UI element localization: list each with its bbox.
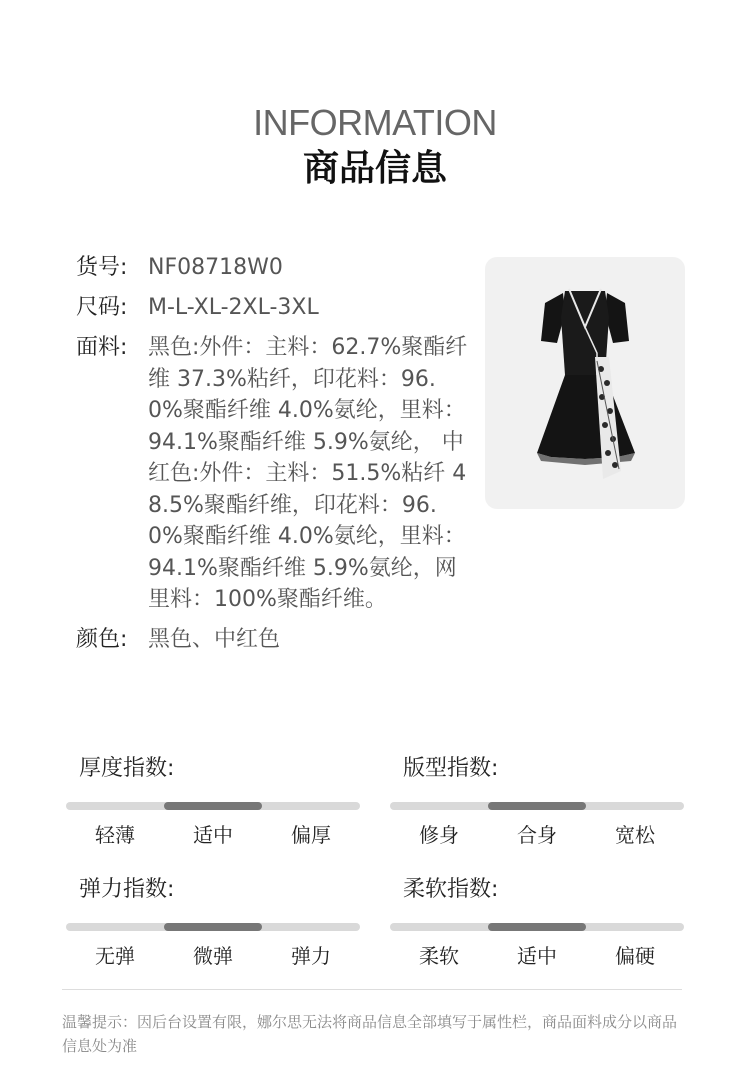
material-label: 面料: bbox=[76, 335, 128, 360]
elasticity-index-title: 弹力指数: bbox=[79, 877, 175, 902]
info-row-item-no bbox=[76, 252, 476, 284]
item-no-label: 货号: bbox=[76, 255, 128, 280]
thickness-index-labels bbox=[66, 822, 360, 848]
thickness-index-bar bbox=[66, 802, 360, 810]
footer-note: 温馨提示：因后台设置有限，娜尔思无法将商品信息全部填写于属性栏，商品面料成分以商品信息处为准 bbox=[62, 1013, 678, 1055]
fit-index-bar bbox=[390, 802, 684, 810]
product-info-list bbox=[76, 252, 476, 664]
item-no-value: NF08718W0 bbox=[148, 255, 283, 280]
size-label: 尺码: bbox=[76, 295, 128, 320]
softness-option-2: 适中 bbox=[517, 944, 557, 968]
thickness-option-3: 偏厚 bbox=[291, 823, 331, 847]
color-label: 颜色: bbox=[76, 626, 128, 652]
softness-index-fill bbox=[488, 923, 586, 931]
fit-index-title: 版型指数: bbox=[403, 756, 499, 781]
info-row-size bbox=[76, 292, 476, 324]
skirt bbox=[537, 375, 635, 459]
softness-option-1: 柔软 bbox=[419, 944, 459, 968]
softness-index-bar bbox=[390, 923, 684, 931]
elasticity-option-3: 弹力 bbox=[291, 944, 331, 968]
softness-option-3: 偏硬 bbox=[615, 944, 655, 968]
fit-option-2: 合身 bbox=[517, 823, 557, 847]
info-row-color bbox=[76, 624, 476, 656]
thickness-index-title: 厚度指数: bbox=[79, 756, 175, 781]
thickness-index-fill bbox=[164, 802, 262, 810]
fit-option-1: 修身 bbox=[419, 823, 459, 847]
elasticity-index-fill bbox=[164, 923, 262, 931]
fit-index-labels bbox=[390, 822, 684, 848]
elasticity-option-1: 无弹 bbox=[95, 944, 135, 968]
info-row-material bbox=[76, 332, 476, 616]
fit-option-3: 宽松 bbox=[615, 823, 655, 847]
material-value: 黑色:外件：主料：62.7%聚酯纤维 37.3%粘纤，印花料：96.0%聚酯纤维 4.0%氨纶，里料：94.1%聚酯纤维 5.9%氨纶， 中红色:外件：主料：51.5%粘纤 48.5%聚酯纤维，印花料：96.0%聚酯纤维 4.0%氨纶，里料：94.1%聚酯纤维 5.9%氨纶，网里料：100%聚酯纤维。 bbox=[148, 335, 468, 612]
thickness-option-1: 轻薄 bbox=[95, 823, 135, 847]
dress-illustration bbox=[485, 257, 685, 509]
product-image bbox=[485, 257, 685, 509]
elasticity-index-bar bbox=[66, 923, 360, 931]
footer-divider bbox=[62, 989, 682, 990]
fit-index-fill bbox=[488, 802, 586, 810]
elasticity-option-2: 微弹 bbox=[193, 944, 233, 968]
thickness-option-2: 适中 bbox=[193, 823, 233, 847]
section-header bbox=[0, 100, 750, 192]
header-title-cn: 商品信息 bbox=[302, 148, 447, 189]
color-value: 黑色、中红色 bbox=[148, 626, 281, 652]
softness-index-labels bbox=[390, 943, 684, 969]
softness-index-title: 柔软指数: bbox=[403, 877, 499, 902]
size-value: M-L-XL-2XL-3XL bbox=[148, 295, 319, 320]
elasticity-index-labels bbox=[66, 943, 360, 969]
header-title-en: INFORMATION bbox=[253, 102, 497, 143]
